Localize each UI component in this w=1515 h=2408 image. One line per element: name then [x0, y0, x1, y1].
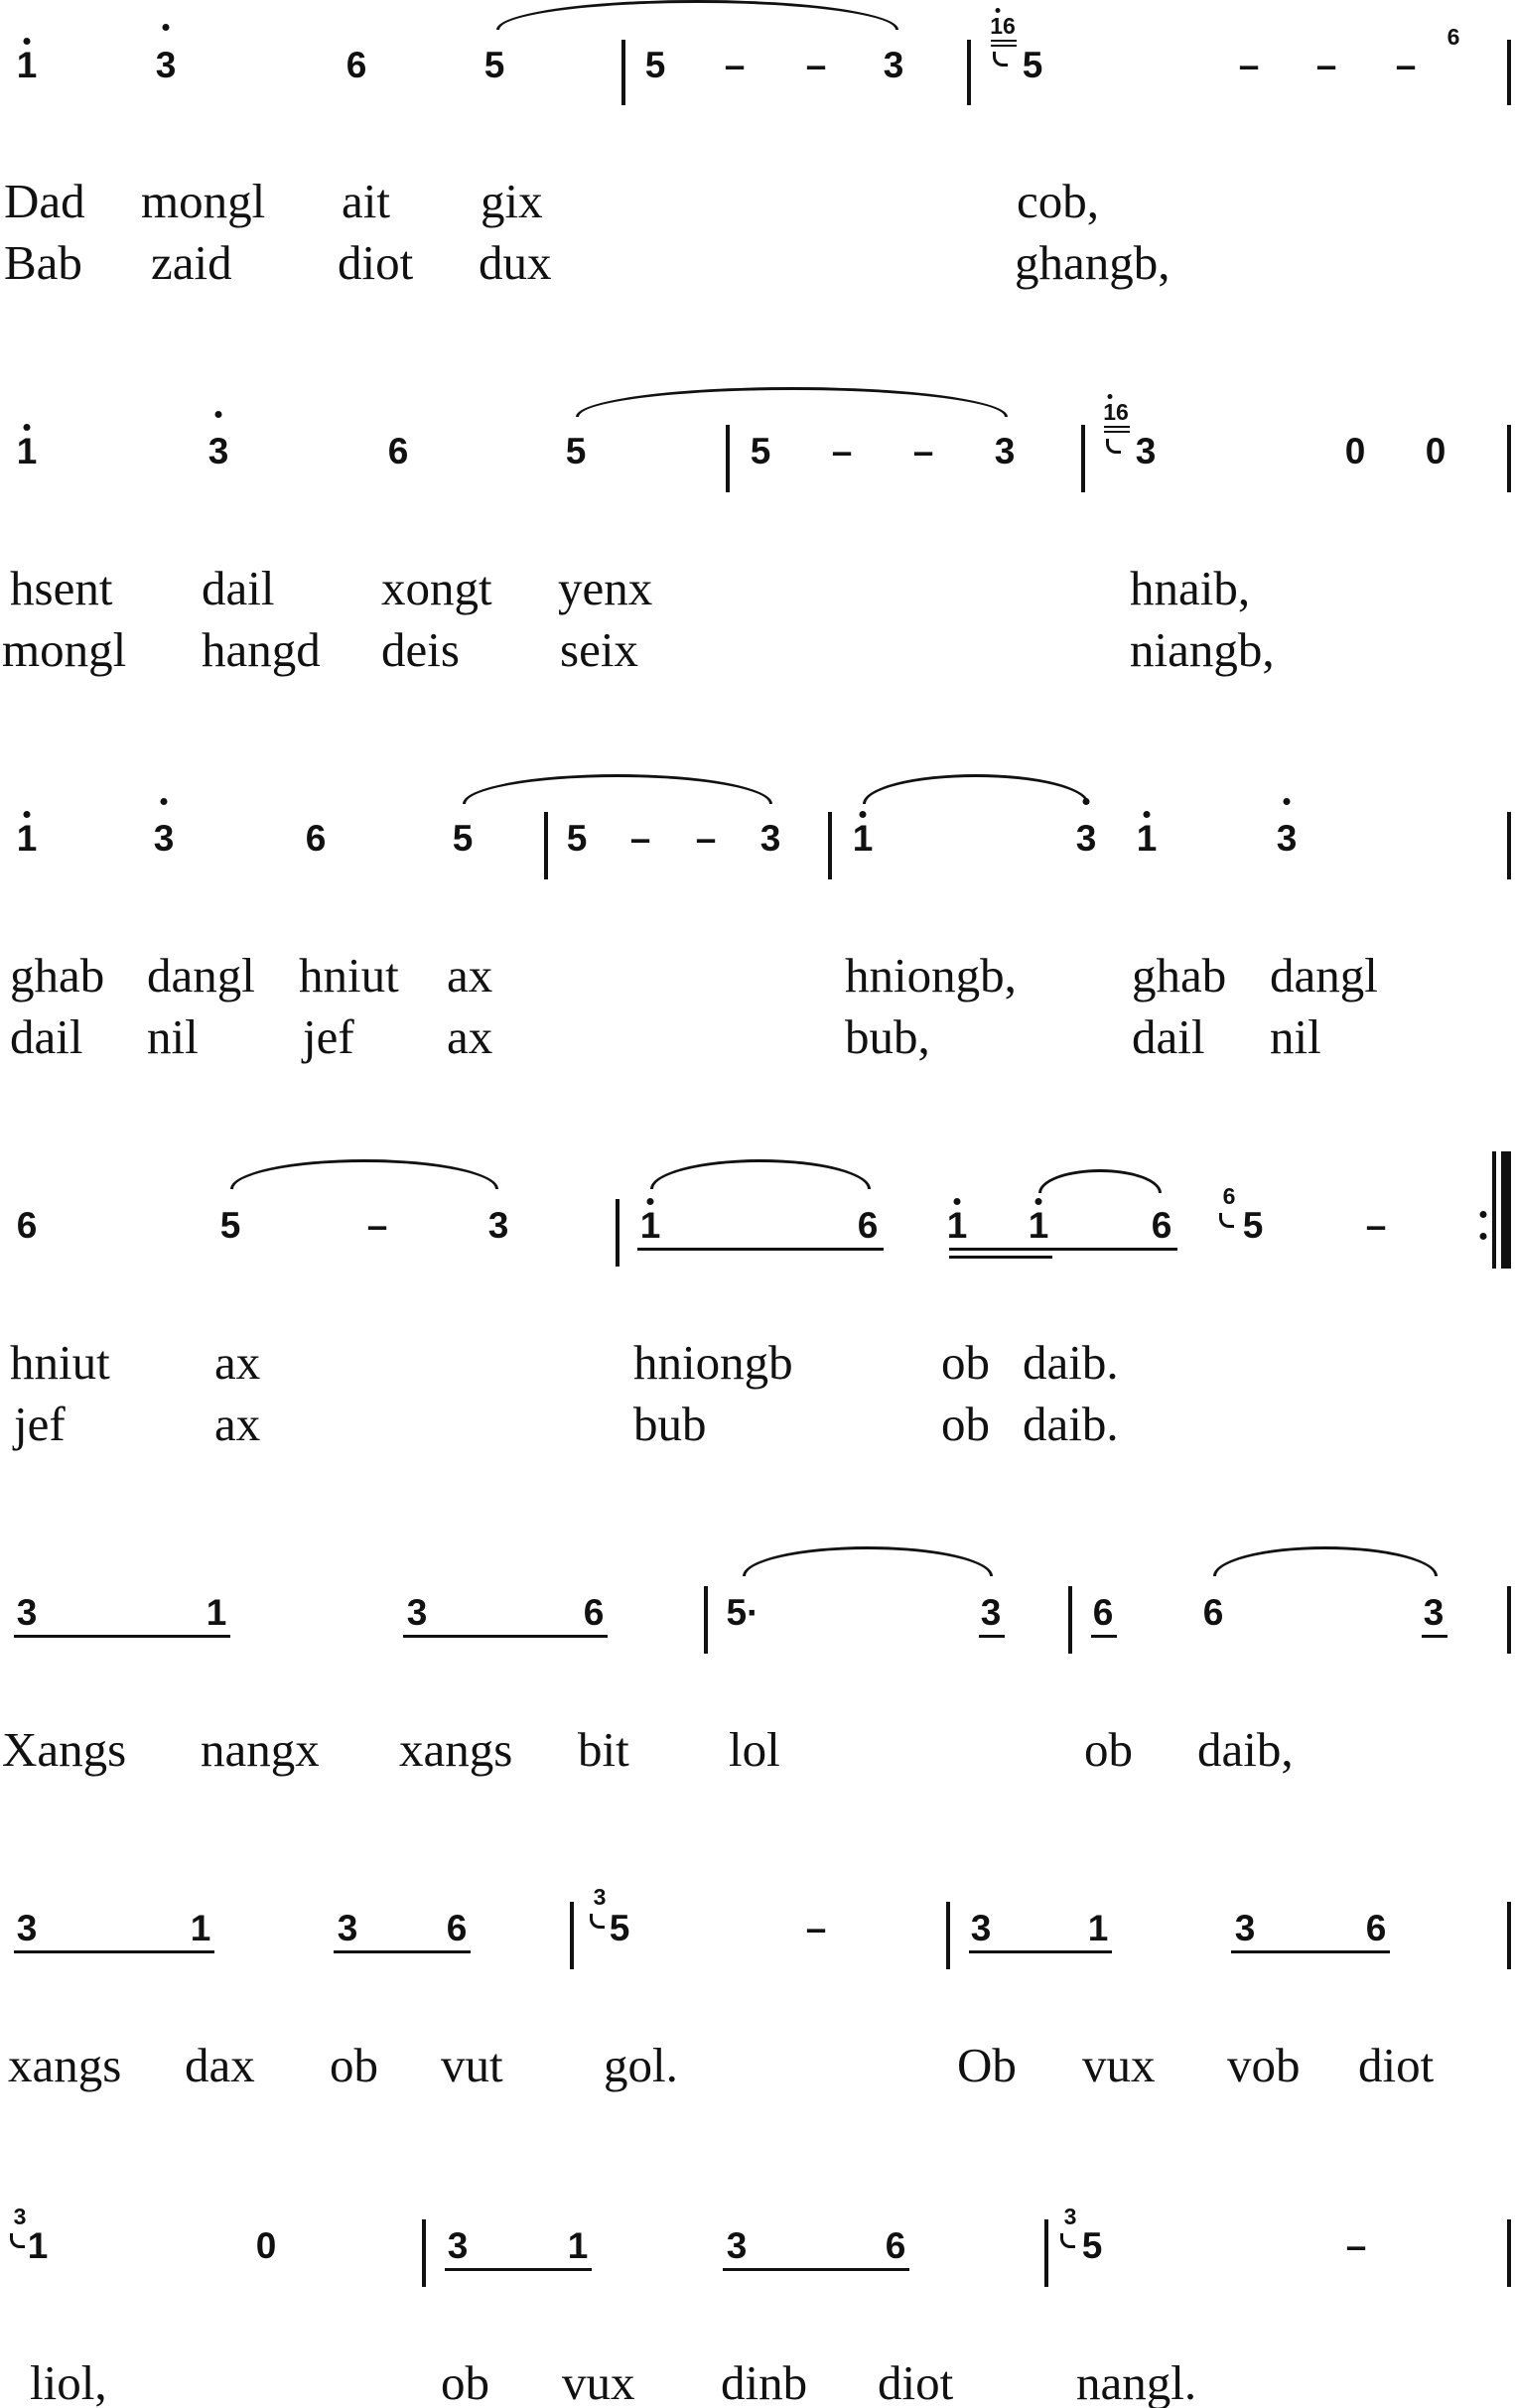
repeat-dot	[1480, 1211, 1487, 1218]
barline	[1507, 1586, 1511, 1654]
lyric: bub	[633, 1397, 707, 1451]
note: 6	[857, 1205, 879, 1246]
underline	[445, 2268, 592, 2271]
note: 6	[305, 818, 327, 859]
barline	[1068, 1586, 1072, 1654]
lyric: gol.	[604, 2038, 678, 2092]
note: –	[1345, 2225, 1367, 2266]
underline	[334, 1950, 471, 1953]
lyric: Dad	[4, 174, 85, 228]
lyric: Xangs	[2, 1722, 127, 1777]
underline	[979, 1635, 1005, 1638]
note: 0	[255, 2225, 277, 2266]
barline	[828, 812, 832, 879]
lyric: nil	[1270, 1009, 1321, 1064]
note: –	[805, 1908, 827, 1948]
lyric: dail	[10, 1009, 83, 1064]
note: 1	[946, 1205, 968, 1246]
repeat-barline-thin	[1492, 1151, 1496, 1269]
barline	[704, 1586, 708, 1654]
lyric: xongt	[381, 561, 492, 615]
lyric: dail	[1132, 1009, 1205, 1064]
lyric: xangs	[399, 1722, 513, 1777]
lyric: ghangb,	[1015, 235, 1171, 290]
lyric: vux	[562, 2355, 635, 2408]
lyric: hniongb,	[845, 948, 1017, 1003]
barline	[1507, 1902, 1511, 1969]
note: 3	[487, 1205, 509, 1246]
lyric: hniongb	[633, 1335, 793, 1390]
note: 1	[567, 2225, 589, 2266]
grace-note: 3	[13, 2204, 27, 2229]
note: 5	[750, 431, 771, 471]
lyric: daib.	[1023, 1397, 1119, 1451]
octave-dot	[215, 411, 222, 418]
lyric: mongl	[2, 622, 127, 677]
lyric: xangs	[8, 2038, 122, 2092]
note: 1	[16, 431, 38, 471]
note: –	[912, 431, 934, 471]
underline	[1231, 1950, 1390, 1953]
note: –	[1238, 45, 1260, 85]
slur	[650, 1159, 871, 1189]
lyric: liol,	[30, 2355, 107, 2408]
note: 6	[1365, 1908, 1387, 1948]
lyric: hniut	[10, 1335, 110, 1390]
note: 6	[446, 1908, 468, 1948]
note: 1	[190, 1908, 211, 1948]
lyric: dax	[185, 2038, 255, 2092]
lyric: dangl	[1270, 948, 1378, 1003]
note: 3	[337, 1908, 358, 1948]
lyric: ait	[342, 174, 390, 228]
note: 6	[345, 45, 367, 85]
note: 1	[27, 2225, 49, 2266]
underline	[949, 1248, 1177, 1251]
slur	[743, 1546, 993, 1576]
underline	[1104, 426, 1130, 428]
octave-dot	[1144, 811, 1151, 818]
note: 3	[1135, 431, 1157, 471]
slur	[1038, 1169, 1162, 1193]
lyric: diot	[338, 235, 414, 290]
lyric: lol	[729, 1722, 780, 1777]
grace-note: 3	[593, 1884, 607, 1910]
note: –	[695, 818, 717, 859]
barline	[1507, 425, 1511, 492]
octave-dot	[996, 8, 1001, 13]
octave-dot	[647, 1198, 654, 1205]
note: 3	[16, 1592, 38, 1633]
lyric: vob	[1227, 2038, 1301, 2092]
lyric: ob	[330, 2038, 378, 2092]
underline	[1091, 1635, 1117, 1638]
underline	[403, 1635, 608, 1638]
barline	[1081, 425, 1085, 492]
octave-dot	[1083, 798, 1090, 805]
lyric: ax	[214, 1397, 261, 1451]
lyric: nangx	[201, 1722, 320, 1777]
note: 0	[1425, 431, 1446, 471]
note: 6	[885, 2225, 906, 2266]
lyric: ob	[941, 1335, 990, 1390]
note: 3	[1075, 818, 1097, 859]
slur	[863, 774, 1089, 804]
grace-note: 16	[990, 13, 1016, 39]
note: 3	[759, 818, 781, 859]
octave-dot	[1284, 798, 1291, 805]
note: 5	[219, 1205, 241, 1246]
note: 3	[726, 2225, 748, 2266]
lyric: Bab	[4, 235, 82, 290]
note: 0	[1344, 431, 1366, 471]
underline	[991, 40, 1017, 42]
lyric: daib,	[1197, 1722, 1294, 1777]
lyric: ax	[214, 1335, 261, 1390]
note: –	[724, 45, 746, 85]
slur	[230, 1159, 498, 1189]
note: 1	[206, 1592, 227, 1633]
lyric: jef	[14, 1397, 66, 1451]
note: 3	[16, 1908, 38, 1948]
repeat-barline-thick	[1501, 1151, 1511, 1269]
lyric: yenx	[558, 561, 653, 615]
lyric: niangb,	[1130, 622, 1275, 677]
lyric: ghab	[10, 948, 105, 1003]
note: 5	[452, 818, 474, 859]
note: 1	[1087, 1908, 1109, 1948]
lyric: gix	[481, 174, 543, 228]
lyric: bub,	[845, 1009, 930, 1064]
lyric: nangl.	[1076, 2355, 1197, 2408]
underline	[949, 1256, 1052, 1259]
barline	[1507, 40, 1511, 105]
note: 6	[583, 1592, 605, 1633]
barline	[1044, 2219, 1048, 2287]
note: 1	[639, 1205, 661, 1246]
lyric: hangd	[202, 622, 321, 677]
grace-tie	[1106, 439, 1121, 454]
note: –	[1365, 1205, 1387, 1246]
note: 3	[970, 1908, 992, 1948]
note: 3	[1276, 818, 1298, 859]
repeat-dot	[1480, 1233, 1487, 1240]
lyric: dail	[202, 561, 275, 615]
note: 3	[883, 45, 904, 85]
lyric: jef	[303, 1009, 354, 1064]
lyric: ob	[941, 1397, 990, 1451]
underline	[1104, 431, 1130, 433]
note: –	[805, 45, 827, 85]
barline	[616, 1199, 620, 1267]
underline	[14, 1635, 230, 1638]
note: 1	[1136, 818, 1158, 859]
note: –	[1395, 45, 1417, 85]
grace-tie	[993, 52, 1008, 67]
octave-dot	[1108, 394, 1113, 399]
note: 5	[1242, 1205, 1264, 1246]
lyric: hsent	[10, 561, 113, 615]
grace-note: 6	[1222, 1183, 1236, 1209]
barline	[726, 425, 730, 492]
note: –	[629, 818, 651, 859]
lyric: dinb	[721, 2355, 808, 2408]
note: 1	[1028, 1205, 1049, 1246]
octave-dot	[161, 798, 168, 805]
lyric: dux	[479, 235, 552, 290]
barline	[967, 40, 971, 105]
slur	[463, 774, 772, 804]
octave-dot	[954, 1198, 961, 1205]
lyric: hnaib,	[1130, 561, 1251, 615]
note: 3	[1234, 1908, 1256, 1948]
lyric: Ob	[957, 2038, 1017, 2092]
slur	[1213, 1546, 1438, 1576]
lyric: vux	[1082, 2038, 1156, 2092]
note: 6	[1202, 1592, 1224, 1633]
note: 3	[406, 1592, 428, 1633]
lyric: dangl	[147, 948, 255, 1003]
grace-tie	[590, 1914, 605, 1929]
note: 3	[155, 45, 177, 85]
note: 5·	[726, 1592, 759, 1633]
note: 5	[1022, 45, 1043, 85]
note: 3	[153, 818, 175, 859]
octave-dot	[24, 38, 31, 45]
octave-dot	[860, 811, 867, 818]
barline	[1507, 812, 1511, 879]
grace-note: 16	[1103, 399, 1129, 425]
note: 6	[16, 1205, 38, 1246]
note: 6	[1151, 1205, 1172, 1246]
barline	[621, 40, 625, 105]
lyric: ax	[447, 948, 493, 1003]
note: 6	[387, 431, 409, 471]
note: 6	[1092, 1592, 1114, 1633]
lyric: diot	[878, 2355, 954, 2408]
note: 5	[1081, 2225, 1103, 2266]
lyric: ob	[441, 2355, 489, 2408]
note: 3	[1423, 1592, 1445, 1633]
lyric: vut	[441, 2038, 503, 2092]
note: 5	[483, 45, 505, 85]
note: 3	[994, 431, 1016, 471]
octave-dot	[1035, 1198, 1042, 1205]
barline	[544, 812, 548, 879]
lyric: daib.	[1023, 1335, 1119, 1390]
note: –	[366, 1205, 388, 1246]
octave-dot	[24, 424, 31, 431]
lyric: ghab	[1132, 948, 1227, 1003]
lyric: ob	[1084, 1722, 1133, 1777]
grace-note: 3	[1063, 2204, 1077, 2229]
barline	[946, 1902, 950, 1969]
lyric: cob,	[1017, 174, 1099, 228]
lyric: hniut	[299, 948, 399, 1003]
lyric: mongl	[141, 174, 266, 228]
lyric: ax	[447, 1009, 493, 1064]
note: 5	[609, 1908, 630, 1948]
octave-dot	[163, 24, 170, 31]
note: –	[831, 431, 853, 471]
barline	[422, 2219, 426, 2287]
lyric: diot	[1358, 2038, 1435, 2092]
underline	[14, 1950, 214, 1953]
note: 3	[980, 1592, 1002, 1633]
grace-tie	[1219, 1213, 1234, 1228]
lyric: bit	[578, 1722, 629, 1777]
note: 5	[565, 431, 587, 471]
grace-note: 6	[1446, 24, 1460, 50]
lyric: deis	[381, 622, 460, 677]
note: 5	[566, 818, 588, 859]
slur	[576, 387, 1008, 417]
barline	[570, 1902, 574, 1969]
underline	[969, 1950, 1112, 1953]
underline	[723, 2268, 909, 2271]
note: 3	[207, 431, 229, 471]
grace-tie	[1060, 2233, 1075, 2248]
grace-tie	[10, 2233, 25, 2248]
octave-dot	[24, 811, 31, 818]
underline	[637, 1248, 884, 1251]
lyric: seix	[560, 622, 638, 677]
note: 1	[852, 818, 874, 859]
note: 5	[644, 45, 666, 85]
note: 3	[447, 2225, 469, 2266]
note: 1	[16, 45, 38, 85]
barline	[1507, 2219, 1511, 2287]
underline	[1422, 1635, 1447, 1638]
lyric: nil	[147, 1009, 199, 1064]
slur	[496, 0, 898, 30]
lyric: zaid	[151, 235, 232, 290]
underline	[991, 45, 1017, 47]
note: –	[1315, 45, 1337, 85]
note: 1	[16, 818, 38, 859]
